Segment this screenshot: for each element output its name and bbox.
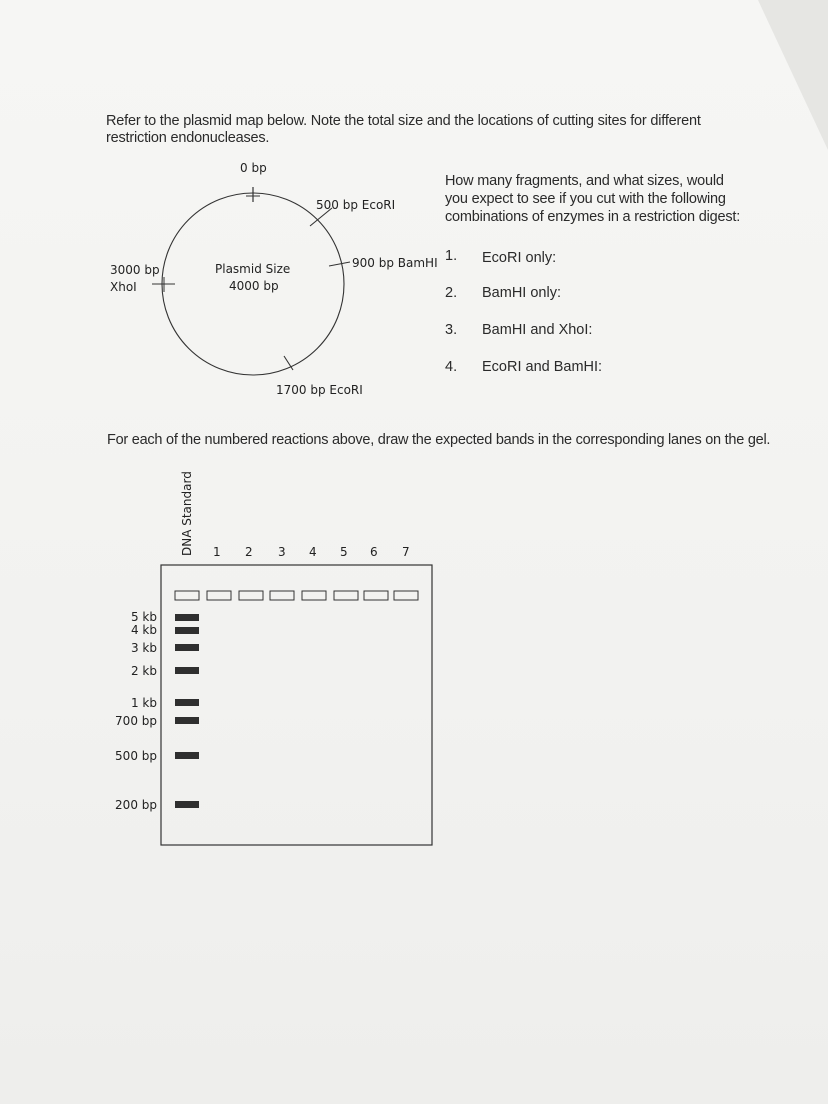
- label-xhoi-name: XhoI: [110, 280, 137, 294]
- lane-number-1: 1: [213, 545, 221, 559]
- lane-number-4: 4: [309, 545, 317, 559]
- question-prompt: How many fragments, and what sizes, would you expect to see if you cut with the following combinations of enzymes in a restriction digest:: [445, 173, 741, 225]
- question-text: BamHI and XhoI:: [482, 322, 593, 338]
- gel-diagram: [115, 471, 432, 845]
- ladder-label-5kb: 5 kb: [130, 610, 157, 624]
- lane-number-3: 3: [278, 545, 286, 559]
- ladder-label-4kb: 4 kb: [130, 623, 157, 637]
- question-text: EcoRI only:: [482, 250, 557, 266]
- question-block: [445, 172, 745, 375]
- label-ecori-500: 500 bp EcoRI: [316, 198, 396, 212]
- ladder-band-200bp: [175, 801, 199, 808]
- well-standard: [175, 591, 199, 600]
- gel-instruction: For each of the numbered reactions above, draw the expected bands in the corresponding lanes on the gel.: [107, 432, 771, 448]
- well-lane-2[interactable]: [239, 591, 263, 600]
- ladder-band-700bp: [175, 717, 199, 724]
- question-number: 2.: [445, 285, 458, 301]
- dna-standard-label: DNA Standard: [180, 471, 194, 556]
- label-bamhi-900: 900 bp BamHI: [352, 256, 438, 270]
- well-lane-4[interactable]: [302, 591, 326, 600]
- question-number: 4.: [445, 359, 458, 375]
- question-number: 3.: [445, 322, 458, 338]
- ladder-band-4kb: [175, 627, 199, 634]
- label-ecori-1700: 1700 bp EcoRI: [276, 383, 363, 397]
- ladder-label-500bp: 500 bp: [115, 749, 157, 763]
- ladder-label-3kb: 3 kb: [130, 641, 157, 655]
- lane-number-6: 6: [370, 545, 378, 559]
- gel-box: [161, 565, 432, 845]
- ladder-label-1kb: 1 kb: [130, 696, 157, 710]
- ladder-label-2kb: 2 kb: [130, 664, 157, 678]
- ladder-band-3kb: [175, 644, 199, 651]
- ladder-band-5kb: [175, 614, 199, 621]
- intro-text: Refer to the plasmid map below. Note the total size and the locations of cutting sites for different restriction endonucleases.: [106, 113, 701, 146]
- ladder-band-1kb: [175, 699, 199, 706]
- ladder-band-2kb: [175, 667, 199, 674]
- lane-number-2: 2: [245, 545, 253, 559]
- question-text: BamHI only:: [482, 285, 561, 301]
- well-lane-3[interactable]: [270, 591, 294, 600]
- ladder-label-200bp: 200 bp: [115, 798, 157, 812]
- ladder-band-500bp: [175, 752, 199, 759]
- ladder-label-700bp: 700 bp: [115, 714, 157, 728]
- label-0bp: 0 bp: [240, 161, 267, 175]
- plasmid-size-label: Plasmid Size: [215, 262, 291, 276]
- tick-bamhi-900: [329, 262, 350, 266]
- well-lane-6[interactable]: [364, 591, 388, 600]
- plasmid-map: [110, 161, 438, 397]
- well-lane-5[interactable]: [334, 591, 358, 600]
- well-lane-1[interactable]: [207, 591, 231, 600]
- question-number: 1.: [445, 248, 458, 264]
- question-text: EcoRI and BamHI:: [482, 359, 603, 375]
- label-xhoi-position: 3000 bp: [110, 263, 160, 277]
- well-lane-7[interactable]: [394, 591, 418, 600]
- plasmid-size-value: 4000 bp: [229, 279, 279, 293]
- lane-number-7: 7: [402, 545, 410, 559]
- lane-number-5: 5: [340, 545, 348, 559]
